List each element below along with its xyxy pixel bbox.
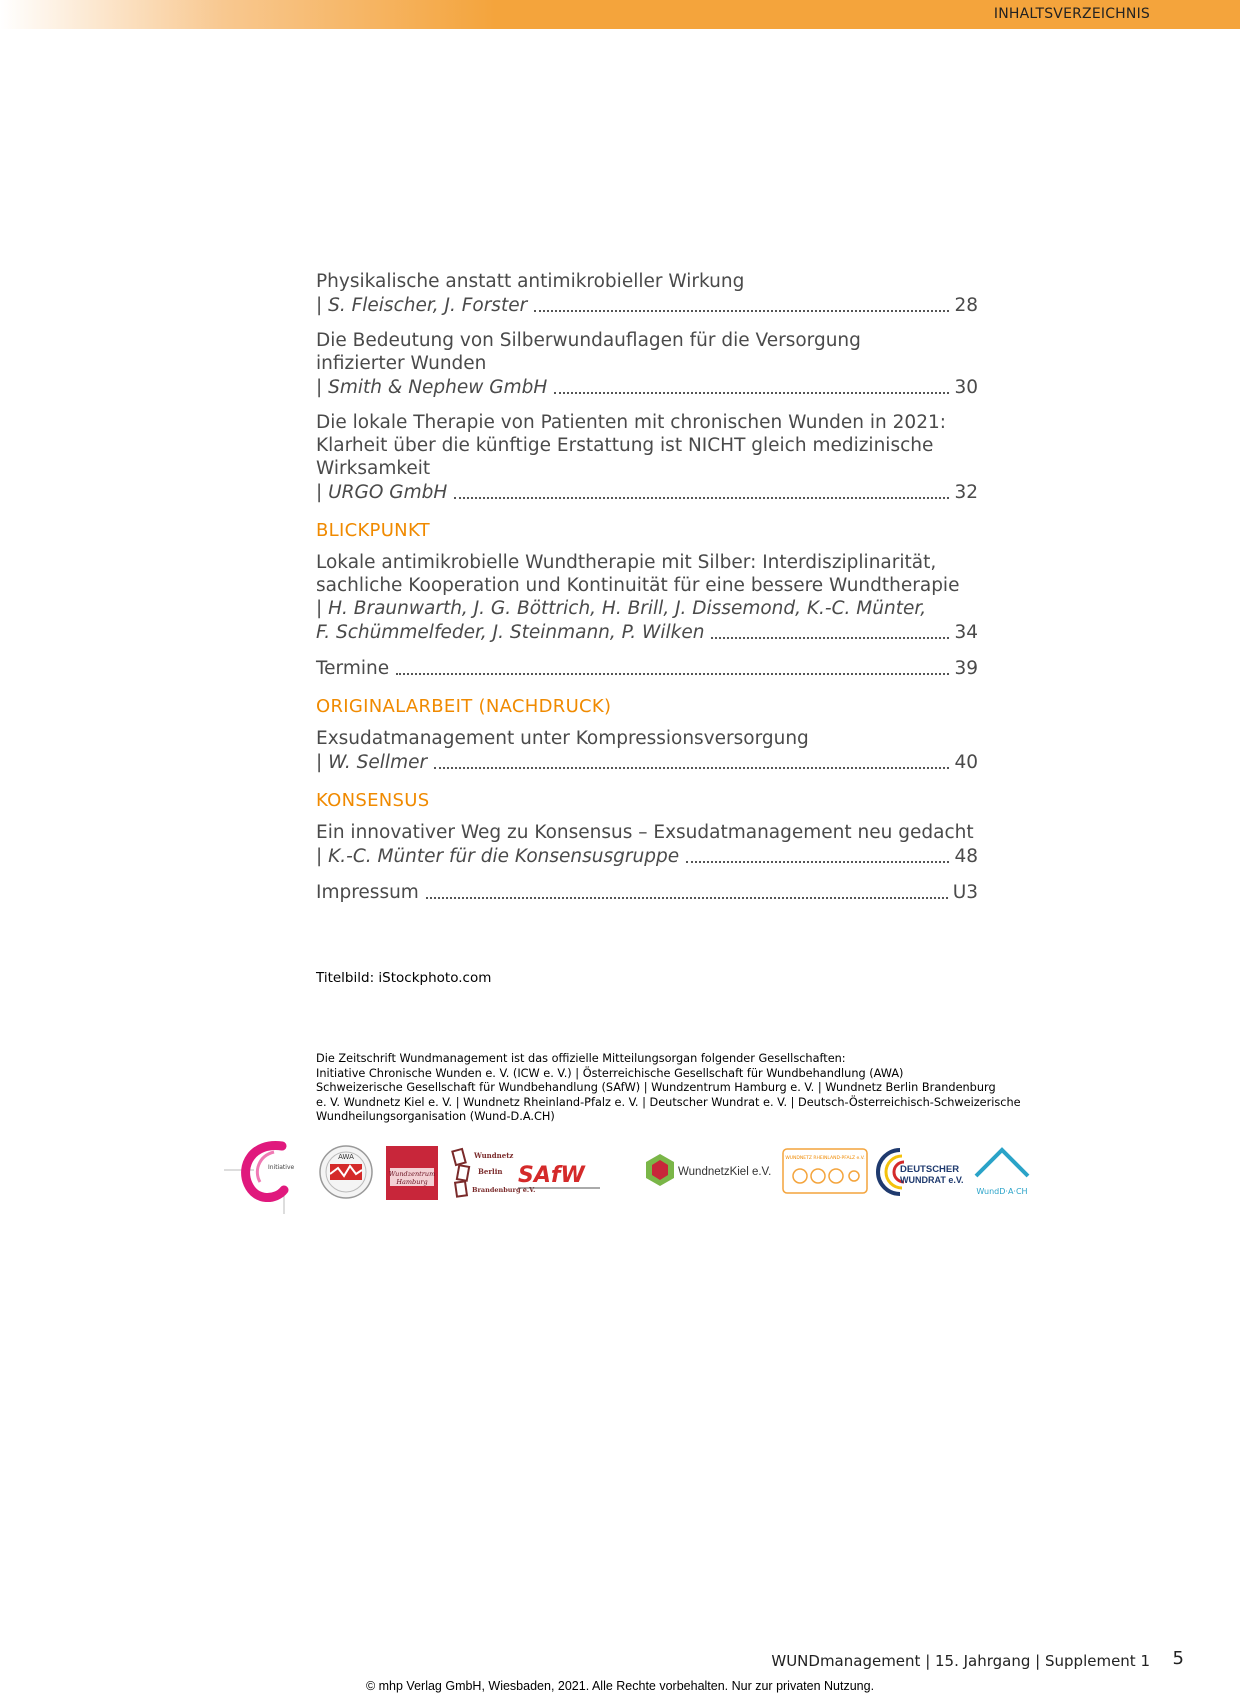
toc-entry-page: 28	[954, 295, 978, 316]
section-heading-blickpunkt: BLICKPUNKT	[316, 520, 430, 541]
toc-entry-title: Klarheit über die künftige Erstattung ist NICHT gleich medizinische	[316, 435, 934, 456]
toc-entry-page: 30	[954, 377, 978, 398]
svg-text:WUNDNETZ RHEINLAND-PFALZ e.V.: WUNDNETZ RHEINLAND-PFALZ e.V.	[785, 1156, 865, 1161]
svg-text:WundnetzKiel e.V.: WundnetzKiel e.V.	[678, 1166, 772, 1178]
toc-entry[interactable]	[316, 329, 978, 401]
toc-entry-title: Die lokale Therapie von Patienten mit chronischen Wunden in 2021:	[316, 412, 946, 433]
society-line: Initiative Chronische Wunden e. V. (ICW e. V.) | Österreichische Gesellschaft für Wundbehandlung (AWA)	[316, 1066, 904, 1080]
copyright-notice: © mhp Verlag GmbH, Wiesbaden, 2021. Alle Rechte vorbehalten. Nur zur privaten Nutzung.	[365, 1679, 875, 1693]
toc-entry-authors: H. Braunwarth, J. G. Böttrich, H. Brill, J. Dissemond, K.-C. Münter,	[328, 598, 927, 619]
wundzentrum-hamburg-logo	[386, 1146, 438, 1200]
toc-entry[interactable]	[316, 880, 978, 906]
toc-entry-authors-line: | H. Braunwarth, J. G. Böttrich, H. Brill, J. Dissemond, K.-C. Münter,	[316, 598, 927, 619]
wundnetz-kiel-logo	[642, 1150, 772, 1194]
toc-entry-leader	[316, 880, 978, 906]
dot-leader	[534, 310, 949, 312]
toc-entry-page: 48	[954, 846, 978, 867]
journal-footer: WUNDmanagement | 15. Jahrgang | Supplement 1	[771, 1652, 1150, 1670]
toc-entry-title: Die Bedeutung von Silberwundauflagen für die Versorgung	[316, 330, 861, 351]
section-header-label: INHALTSVERZEICHNIS	[993, 6, 1150, 22]
toc-entry-title: Impressum	[316, 882, 419, 903]
society-line: Die Zeitschrift Wundmanagement ist das offizielle Mitteilungsorgan folgender Gesellschaften:	[316, 1052, 846, 1065]
toc-entry-title: Wirksamkeit	[316, 458, 431, 479]
safw-logo	[516, 1152, 604, 1196]
dot-leader	[554, 392, 949, 394]
toc-entry[interactable]	[316, 821, 978, 870]
toc-entry-leader	[316, 620, 978, 646]
svg-text:WUNDRAT e.V.: WUNDRAT e.V.	[900, 1175, 964, 1185]
dot-leader	[711, 637, 949, 639]
dot-leader	[396, 673, 949, 675]
toc-entry-leader	[316, 656, 978, 682]
svg-text:Wundzentrum: Wundzentrum	[388, 1170, 436, 1178]
deutscher-wundrat-logo	[878, 1144, 970, 1198]
toc-entry-page: 40	[954, 752, 978, 773]
wundnetz-rlp-logo	[782, 1148, 868, 1194]
awa-logo	[318, 1144, 374, 1200]
toc-entry-leader: | S. Fleischer, J. Forster 28	[316, 293, 978, 319]
icw-logo	[224, 1136, 295, 1216]
svg-text:WundD·A·CH: WundD·A·CH	[976, 1187, 1028, 1196]
society-line: Schweizerische Gesellschaft für Wundbehandlung (SAfW) | Wundzentrum Hamburg e. V. | Wundnetz Berlin Brandenburg	[316, 1081, 996, 1094]
svg-text:SAfW: SAfW	[518, 1163, 585, 1188]
dot-leader	[454, 497, 949, 499]
dot-leader	[426, 897, 948, 899]
toc-entry-title: sachliche Kooperation und Kontinuität für eine bessere Wundtherapie	[316, 575, 960, 596]
wund-dach-logo	[972, 1142, 1032, 1202]
svg-text:Hamburg: Hamburg	[396, 1178, 428, 1186]
toc-entry-authors: F. Schümmelfeder, J. Steinmann, P. Wilken	[316, 622, 705, 643]
svg-text:Brandenburg e.V.: Brandenburg e.V.	[472, 1186, 536, 1194]
toc-entry-title: Ein innovativer Weg zu Konsensus – Exsudatmanagement neu gedacht	[316, 822, 974, 843]
svg-text:Berlin: Berlin	[478, 1167, 503, 1176]
toc-entry[interactable]	[316, 411, 978, 506]
toc-entry-authors: Smith & Nephew GmbH	[328, 377, 548, 398]
svg-text:Initiative: Initiative	[268, 1164, 295, 1171]
society-line: e. V. Wundnetz Kiel e. V. | Wundnetz Rheinland-Pfalz e. V. | Deutscher Wundrat e. V. | Deutsch-Österreichisch-Schweizerische	[316, 1095, 1021, 1109]
table-of-contents	[316, 270, 978, 916]
toc-entry-leader: | Smith & Nephew GmbH 30	[316, 375, 978, 401]
toc-entry-title: Lokale antimikrobielle Wundtherapie mit Silber: Interdisziplinarität,	[316, 552, 937, 573]
section-heading-originalarbeit: ORIGINALARBEIT (NACHDRUCK)	[316, 696, 612, 717]
toc-entry-leader: | URGO GmbH 32	[316, 480, 978, 506]
section-heading-konsensus: KONSENSUS	[316, 790, 430, 811]
dot-leader	[686, 861, 949, 863]
toc-entry[interactable]	[316, 270, 978, 319]
society-statement	[316, 1052, 1021, 1125]
dot-leader	[434, 767, 949, 769]
page-number: 5	[1172, 1648, 1184, 1669]
toc-entry-page: 32	[954, 482, 978, 503]
header-bar	[0, 0, 1240, 29]
toc-entry-authors: W. Sellmer	[328, 752, 428, 773]
svg-text:AWA: AWA	[338, 1153, 354, 1161]
toc-entry-authors: S. Fleischer, J. Forster	[328, 295, 528, 316]
toc-entry-page: 34	[954, 622, 978, 643]
toc-entry-leader: | K.-C. Münter für die Konsensusgruppe 48	[316, 844, 978, 870]
toc-entry-title: Exsudatmanagement unter Kompressionsversorgung	[316, 728, 809, 749]
toc-entry-page: 39	[954, 658, 978, 679]
society-line: Wundheilungsorganisation (Wund-D.A.CH)	[316, 1110, 555, 1123]
toc-entry-authors: K.-C. Münter für die Konsensusgruppe	[328, 846, 680, 867]
toc-entry[interactable]	[316, 656, 978, 682]
toc-entry-authors: URGO GmbH	[328, 482, 448, 503]
society-logos	[224, 1136, 1034, 1216]
toc-entry[interactable]	[316, 727, 978, 776]
svg-text:DEUTSCHER: DEUTSCHER	[900, 1164, 960, 1175]
toc-entry-title: Physikalische anstatt antimikrobieller Wirkung	[316, 271, 745, 292]
toc-entry[interactable]	[316, 551, 978, 646]
cover-image-credit: Titelbild: iStockphoto.com	[316, 970, 492, 986]
toc-entry-title: Termine	[316, 658, 390, 679]
svg-text:Wundnetz: Wundnetz	[474, 1151, 514, 1160]
toc-entry-leader: | W. Sellmer 40	[316, 750, 978, 776]
toc-entry-title: infizierter Wunden	[316, 353, 487, 374]
toc-entry-page: U3	[952, 882, 978, 903]
wundnetz-berlin-logo	[450, 1146, 536, 1200]
